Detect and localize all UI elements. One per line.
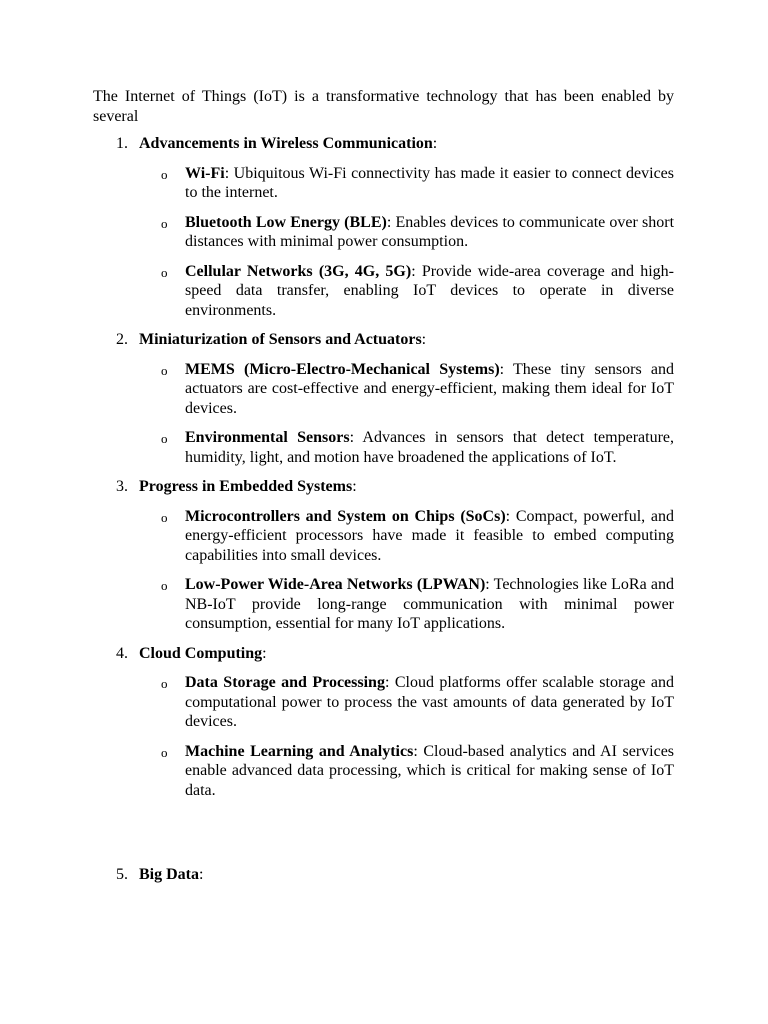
term-separator: : xyxy=(386,213,396,231)
list-section xyxy=(93,134,674,320)
bullet-marker: o xyxy=(161,264,168,280)
term-separator: : xyxy=(224,164,234,182)
list-item xyxy=(139,164,674,203)
section-number: 5. xyxy=(116,866,128,883)
section-number: 4. xyxy=(116,644,128,662)
list-item xyxy=(139,262,674,321)
list-item xyxy=(139,575,674,634)
section-number: 3. xyxy=(116,478,128,495)
bullet-marker: o xyxy=(161,215,168,231)
item-description: Advances in sensors that detect temperature, humidity, light, and motion have broadened the applications of IoT. xyxy=(185,429,675,466)
bullet-marker: o xyxy=(161,431,168,446)
list-section xyxy=(93,330,674,467)
section-title-colon: : xyxy=(432,135,438,152)
bullet-marker: o xyxy=(161,166,168,182)
list-item xyxy=(139,428,674,467)
list-item xyxy=(139,360,674,419)
item-term: Low-Power Wide-Area Networks (LPWAN) xyxy=(185,576,486,593)
section-number: 2. xyxy=(116,331,128,348)
numbered-list xyxy=(93,134,674,885)
list-item xyxy=(139,742,674,801)
section-title: Advancements in Wireless Communication xyxy=(139,135,433,152)
sub-bullet-list xyxy=(139,673,674,800)
bullet-marker: o xyxy=(161,676,168,691)
section-title: Miniaturization of Sensors and Actuators xyxy=(139,331,422,348)
list-item xyxy=(139,507,674,566)
term-separator: : xyxy=(349,429,363,446)
item-term: Microcontrollers and System on Chips (SoCs) xyxy=(185,507,506,525)
document-body xyxy=(93,87,674,895)
section-title: Big Data xyxy=(139,866,199,883)
term-separator: : xyxy=(485,576,494,593)
item-description: Provide wide-area coverage and high-speed data transfer, enabling IoT devices to operate in diverse environments. xyxy=(185,262,674,319)
item-term: Environmental Sensors xyxy=(185,429,350,446)
list-section xyxy=(93,644,674,801)
bullet-marker: o xyxy=(161,744,168,760)
list-item xyxy=(139,673,674,732)
intro-paragraph: The Internet of Things (IoT) is a transformative technology that has been enabled by several xyxy=(93,88,674,125)
section-title-colon: : xyxy=(199,866,204,883)
section-number: 1. xyxy=(116,135,128,152)
section-heading xyxy=(139,644,674,664)
term-separator: : xyxy=(505,507,516,525)
item-term: Data Storage and Processing xyxy=(185,674,385,691)
item-description: Cloud platforms offer scalable storage and computational power to process the vast amounts of data generated by IoT devices. xyxy=(185,674,675,730)
section-heading xyxy=(139,134,674,154)
term-separator: : xyxy=(499,360,514,378)
section-title: Cloud Computing xyxy=(139,644,263,662)
item-description: Compact, powerful, and energy-efficient processors have made it feasible to embed computing capabilities into small devices. xyxy=(185,507,674,564)
item-term: Cellular Networks (3G, 4G, 5G) xyxy=(185,262,412,280)
item-description: Cloud-based analytics and AI services enable advanced data processing, which is critical for making sense of IoT data. xyxy=(185,742,675,799)
item-term: Bluetooth Low Energy (BLE) xyxy=(185,213,387,231)
bullet-marker: o xyxy=(161,509,168,525)
sub-bullet-list xyxy=(139,360,674,468)
term-separator: : xyxy=(413,742,424,760)
section-title-colon: : xyxy=(421,331,427,348)
section-heading xyxy=(139,865,674,885)
list-item xyxy=(139,213,674,252)
bullet-marker: o xyxy=(161,578,168,593)
term-separator: : xyxy=(384,674,395,691)
item-term: MEMS (Micro-Electro-Mechanical Systems) xyxy=(185,360,500,378)
list-section xyxy=(93,865,674,885)
item-description: Enables devices to communicate over short distances with minimal power consumption. xyxy=(185,213,675,250)
term-separator: : xyxy=(411,262,422,280)
list-section xyxy=(93,477,674,634)
item-description: Ubiquitous Wi-Fi connectivity has made it easier to connect devices to the internet. xyxy=(185,164,674,201)
section-title-colon: : xyxy=(352,478,357,495)
item-term: Machine Learning and Analytics xyxy=(185,742,414,760)
section-title: Progress in Embedded Systems xyxy=(139,478,353,495)
sub-bullet-list xyxy=(139,164,674,321)
section-heading xyxy=(139,477,674,497)
item-description: These tiny sensors and actuators are cost-effective and energy-efficient, making them ideal for IoT devices. xyxy=(185,360,674,417)
section-title-colon: : xyxy=(262,644,267,662)
item-term: Wi-Fi xyxy=(185,164,225,182)
sub-bullet-list xyxy=(139,507,674,634)
item-description: Technologies like LoRa and NB-IoT provide long-range communication with minimal power consumption, essential for many IoT applications. xyxy=(185,576,675,632)
bullet-marker: o xyxy=(161,362,168,378)
section-heading xyxy=(139,330,674,350)
